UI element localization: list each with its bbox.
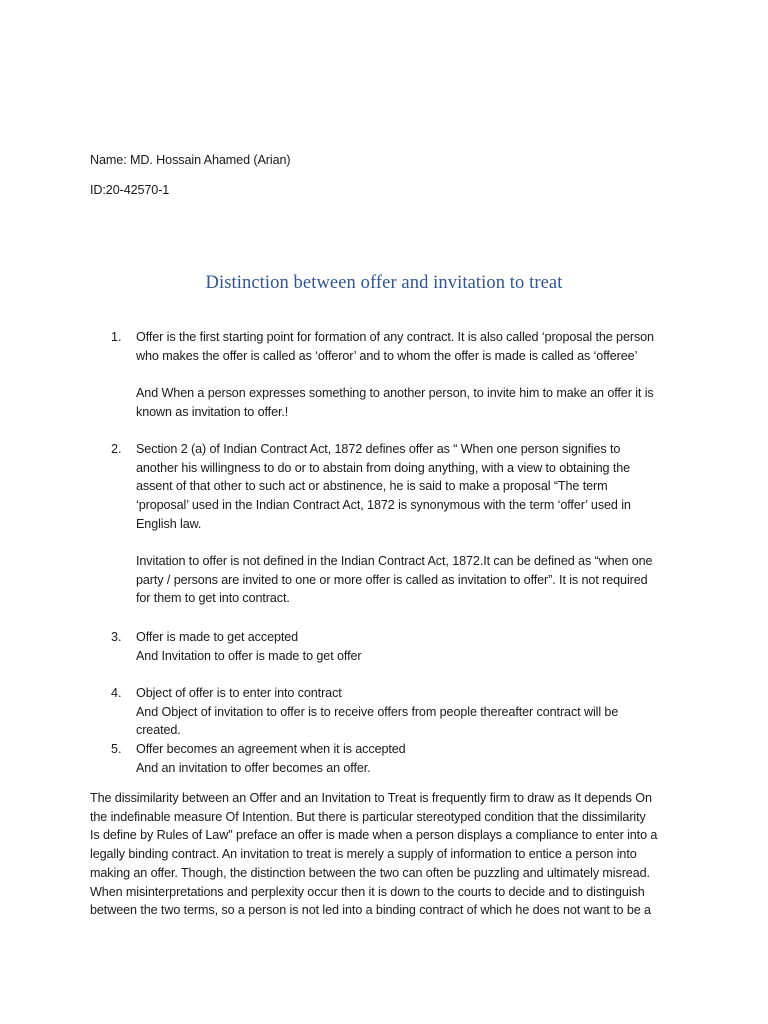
- text-line: another his willingness to do or to abstain from doing anything, with a view to obtaining the: [136, 460, 631, 475]
- text-line: Is define by Rules of Law" preface an offer is made when a person displays a compliance to enter into a: [90, 828, 658, 843]
- list-item-number: 3.: [111, 630, 122, 644]
- text-line: Section 2 (a) of Indian Contract Act, 1872 defines offer as “ When one person signifies to: [136, 442, 621, 456]
- text-line: known as invitation to offer.!: [136, 404, 289, 419]
- text-line: Offer becomes an agreement when it is accepted: [136, 742, 406, 756]
- list-item-paragraph: [136, 328, 696, 365]
- list-item-paragraph: [136, 552, 696, 608]
- list-item-paragraph: [136, 740, 696, 777]
- text-line: Object of offer is to enter into contract: [136, 686, 342, 700]
- text-line: The dissimilarity between an Offer and an Invitation to Treat is frequently firm to draw as It depends On: [90, 791, 652, 805]
- document-title: Distinction between offer and invitation to treat: [205, 273, 563, 293]
- list-item-number: 1.: [111, 330, 122, 344]
- text-line: who makes the offer is called as ‘offeror’ and to whom the offer is made is called as ‘offeree’: [136, 348, 638, 363]
- text-line: party / persons are invited to one or more offer is called as invitation to offer”. It is not required: [136, 572, 648, 587]
- text-line: between the two terms, so a person is not led into a binding contract of which he does not want to be a: [90, 903, 651, 918]
- list-item-paragraph: [136, 384, 696, 421]
- text-line: And Object of invitation to offer is to receive offers from people thereafter contract will be: [136, 704, 619, 719]
- text-line: When misinterpretations and perplexity occur then it is down to the courts to decide and to distinguish: [90, 884, 645, 899]
- text-line: legally binding contract. An invitation to treat is merely a supply of information to entice a person into: [90, 847, 637, 862]
- text-line: And When a person expresses something to another person, to invite him to make an offer it is: [136, 386, 654, 400]
- text-line: And an invitation to offer becomes an offer.: [136, 760, 371, 775]
- text-line: the indefinable measure Of Intention. But there is particular stereotyped condition that the dissimilarity: [90, 809, 646, 824]
- list-item-number: 2.: [111, 442, 122, 456]
- student-id: ID:20-42570-1: [90, 183, 170, 197]
- list-item-paragraph: [136, 684, 696, 740]
- text-line: And Invitation to offer is made to get offer: [136, 648, 362, 663]
- text-line: ‘proposal’ used in the Indian Contract Act, 1872 is synonymous with the term ‘offer’ used in: [136, 498, 631, 513]
- text-line: assent of that other to such act or abstinence, he is said to make a proposal “The term: [136, 479, 608, 494]
- list-item-number: 4.: [111, 686, 122, 700]
- text-line: Offer is the first starting point for formation of any contract. It is also called ‘proposal the person: [136, 330, 654, 344]
- text-line: English law.: [136, 516, 202, 531]
- text-line: for them to get into contract.: [136, 591, 290, 606]
- text-line: Offer is made to get accepted: [136, 630, 299, 644]
- list-item-number: 5.: [111, 742, 122, 756]
- text-line: created.: [136, 723, 181, 738]
- list-item-paragraph: [136, 628, 696, 665]
- text-line: making an offer. Though, the distinction between the two can often be puzzling and ultimately misread.: [90, 865, 650, 880]
- closing-paragraph: [90, 789, 690, 920]
- text-line: Invitation to offer is not defined in the Indian Contract Act, 1872.It can be defined as “when one: [136, 554, 653, 568]
- student-name: Name: MD. Hossain Ahamed (Arian): [90, 153, 291, 167]
- list-item-paragraph: [136, 440, 696, 534]
